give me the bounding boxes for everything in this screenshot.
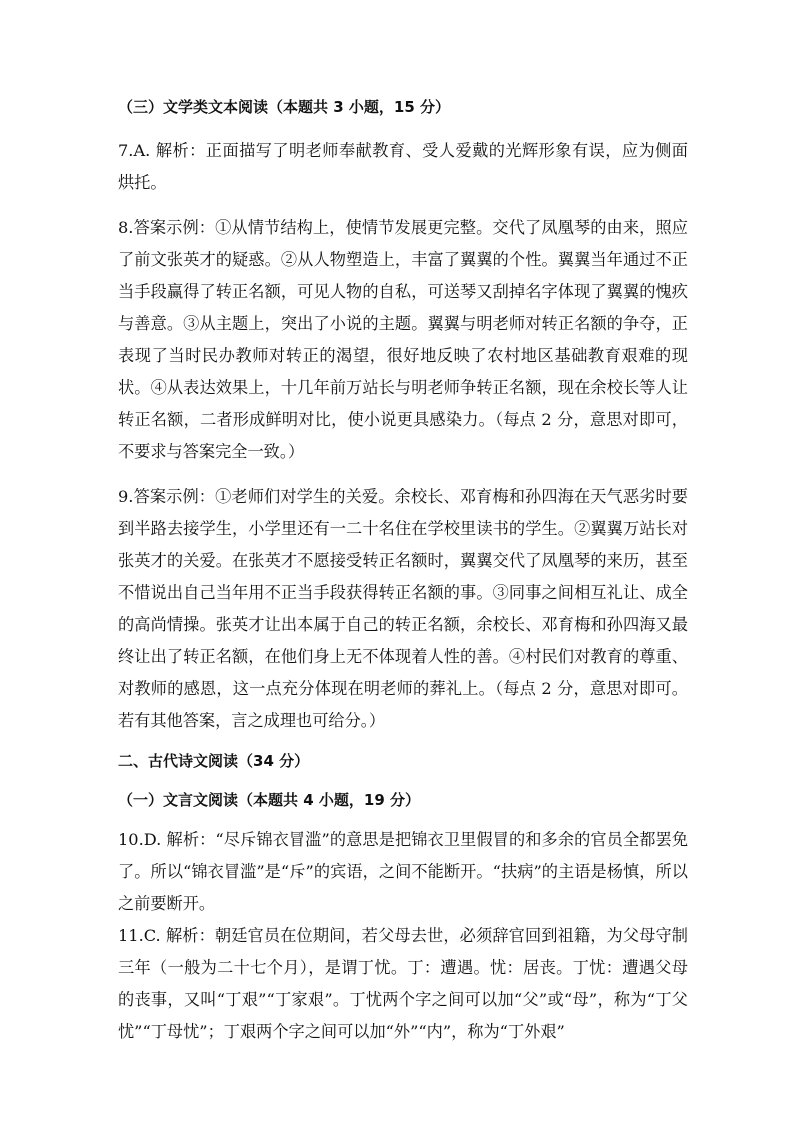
answer-key-content [118,96,688,1048]
answer-9: 9.答案示例：①老师们对学生的关爱。余校长、邓育梅和孙四海在天气恶劣时要到半路去接学生，小学里还有一二十名住在学校里读书的学生。②翼翼万站长对张英才的关爱。在张英才不愿接受转正名额时，翼翼交代了凤凰琴的来历，甚至不惜说出自己当年用不正当手段获得转正名额的事。③同事之间相互礼让、成全的高尚情操。张英才让出本属于自己的转正名额，余校长、邓育梅和孙四海又最终让出了转正名额，在他们身上无不体现着人性的善。④村民们对教育的尊重、对教师的感恩，这一点充分体现在明老师的葬礼上。（每点 2 分，意思对即可。若有其他答案，言之成理也可给分。） [118,487,688,730]
section-heading-literary-reading: （三）文学类文本阅读（本题共 3 小题，15 分） [118,98,450,116]
answer-10: 10.D. 解析：“尽斥锦衣冒滥”的意思是把锦衣卫里假冒的和多余的官员全都罢免了。所以“锦衣冒滥”是“斥”的宾语，之间不能断开。“扶病”的主语是杨慎，所以之前要断开。 [118,830,688,913]
answer-11: 11.C. 解析：朝廷官员在位期间，若父母去世，必须辞官回到祖籍，为父母守制三年（一般为二十七个月），是谓丁忧。丁：遭遇。忧：居丧。丁忧：遭遇父母的丧事，又叫“丁艰”“丁家艰”。丁忧两个字之间可以加“父”或“母”，称为“丁父忧”“丁母忧”；丁艰两个字之间可以加“外”“内”，称为“丁外艰” [118,926,688,1041]
answer-8: 8.答案示例：①从情节结构上，使情节发展更完整。交代了凤凰琴的由来，照应了前文张英才的疑惑。②从人物塑造上，丰富了翼翼的个性。翼翼当年通过不正当手段赢得了转正名额，可见人物的自私，可送琴又刮掉名字体现了翼翼的愧疚与善意。③从主题上，突出了小说的主题。翼翼与明老师对转正名额的争夺，正表现了当时民办教师对转正的渴望，很好地反映了农村地区基础教育艰难的现状。④从表达效果上，十几年前万站长与明老师争转正名额，现在余校长等人让转正名额，二者形成鲜明对比，使小说更具感染力。（每点 2 分，意思对即可，不要求与答案完全一致。） [118,218,688,461]
section-heading-classical-prose: （一）文言文阅读（本题共 4 小题，19 分） [118,791,420,809]
section-heading-classical-poetry: 二、古代诗文阅读（34 分） [118,752,310,770]
answer-7: 7.A. 解析：正面描写了明老师奉献教育、受人爱戴的光辉形象有误，应为侧面烘托。 [118,141,688,192]
